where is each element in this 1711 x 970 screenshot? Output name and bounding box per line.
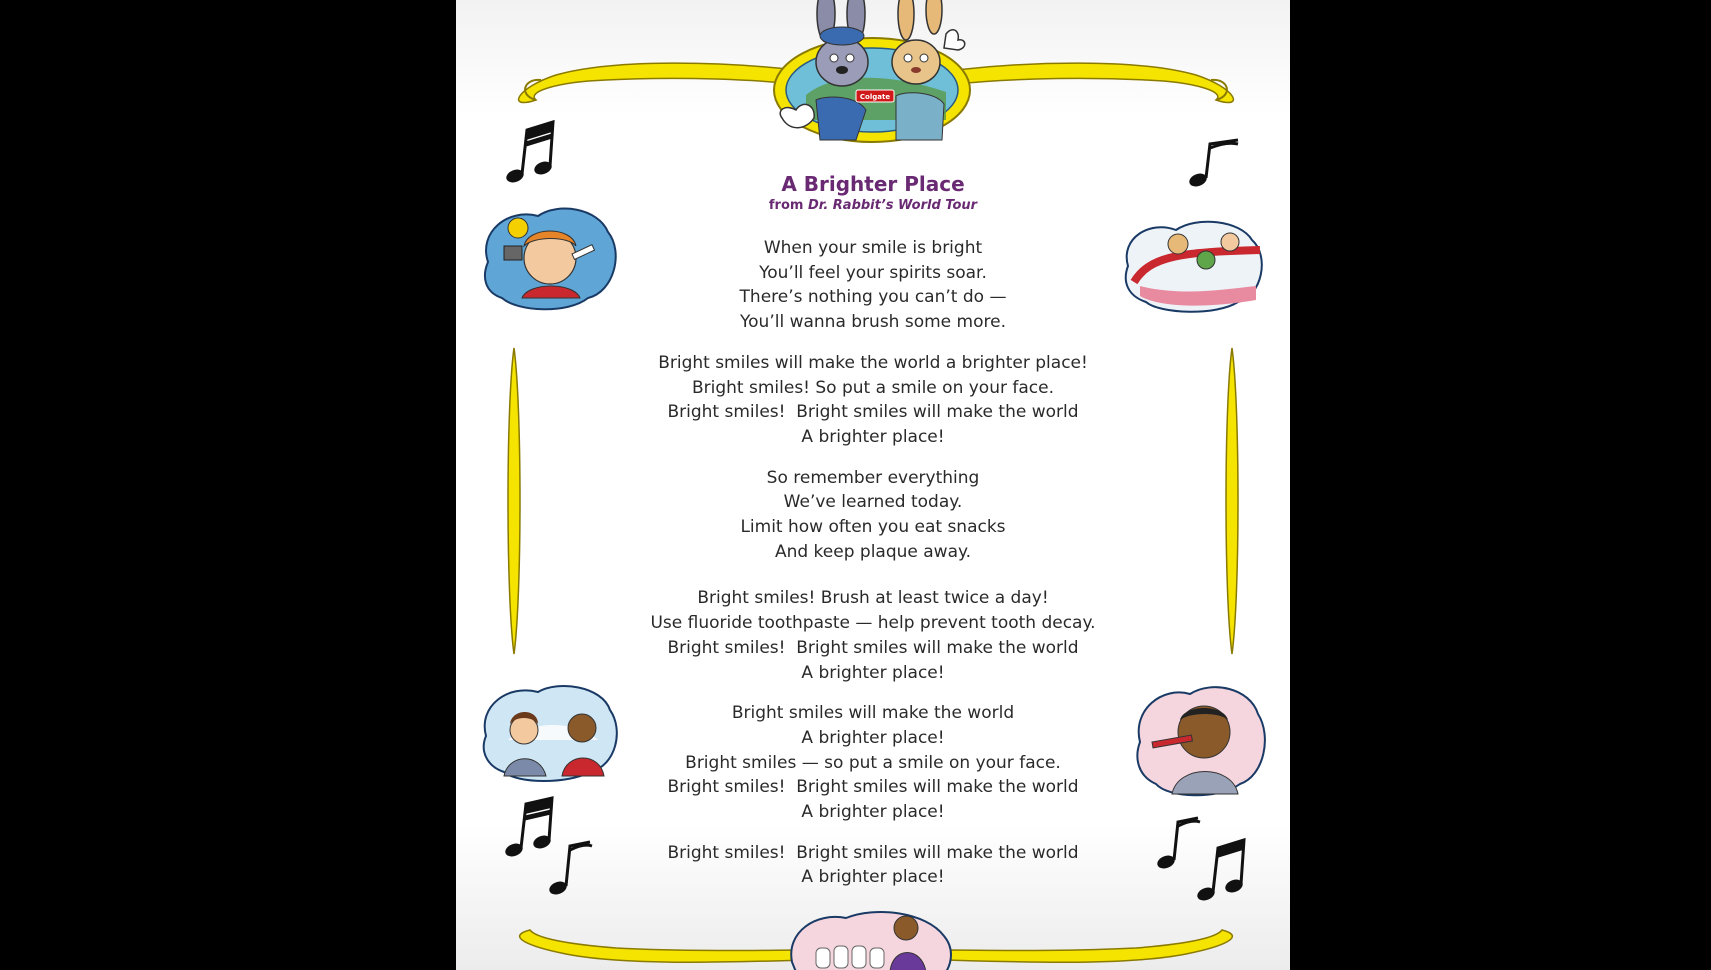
lyric-line: Bright smiles! Bright smiles will make the world bbox=[667, 402, 1079, 423]
lyric-line: Bright smiles! Bright smiles will make the world bbox=[667, 777, 1079, 798]
lyric-line: Bright smiles will make the world bbox=[731, 703, 1015, 724]
lyric-line: You’ll feel your spirits soar. bbox=[759, 262, 987, 283]
song-subtitle bbox=[456, 198, 1290, 213]
bottom-cartoon-emblem bbox=[786, 902, 956, 970]
lyric-line: So remember everything bbox=[766, 467, 980, 488]
lyric-line: When your smile is bright bbox=[763, 238, 983, 258]
lyric-line: Limit how often you eat snacks bbox=[740, 517, 1006, 538]
lyric-line: There’s nothing you can’t do — bbox=[739, 287, 1007, 308]
song-title: A Brighter Place bbox=[781, 172, 965, 196]
lyric-line: You’ll wanna brush some more. bbox=[740, 312, 1006, 333]
lyric-line: Bright smiles — so put a smile on your face. bbox=[685, 752, 1061, 773]
lyric-line: Bright smiles! Bright smiles will make the world bbox=[667, 842, 1079, 863]
lyric-line: A brighter place! bbox=[801, 802, 945, 823]
lyrics bbox=[456, 236, 1290, 906]
song-sheet bbox=[456, 0, 1290, 970]
lyric-line: A brighter place! bbox=[801, 727, 945, 748]
stanza-1 bbox=[456, 236, 1290, 335]
lyric-line: A brighter place! bbox=[801, 426, 945, 447]
lyric-line: A brighter place! bbox=[801, 662, 945, 683]
rabbit-emblem bbox=[746, 0, 996, 150]
lyric-line: Bright smiles will make the world a brighter place! bbox=[658, 352, 1088, 373]
lyric-line: Bright smiles! Brush at least twice a day! bbox=[697, 588, 1049, 609]
stanza-4 bbox=[456, 586, 1290, 685]
stanza-6 bbox=[456, 841, 1290, 890]
lyric-line: A brighter place! bbox=[801, 867, 945, 888]
lyric-line: We’ve learned today. bbox=[783, 492, 963, 513]
colgate-logo: Colgate bbox=[859, 93, 891, 101]
stanza-3 bbox=[456, 466, 1290, 565]
lyric-line: And keep plaque away. bbox=[774, 541, 972, 562]
subtitle-source: Dr. Rabbit’s World Tour bbox=[807, 198, 978, 213]
stanza-2 bbox=[456, 351, 1290, 450]
lyric-line: Use fluoride toothpaste — help prevent tooth decay. bbox=[650, 613, 1096, 634]
subtitle-prefix: from bbox=[768, 198, 808, 213]
stanza-5 bbox=[456, 701, 1290, 825]
lyric-line: Bright smiles! Bright smiles will make the world bbox=[667, 637, 1079, 658]
lyric-line: Bright smiles! So put a smile on your face. bbox=[691, 377, 1054, 398]
